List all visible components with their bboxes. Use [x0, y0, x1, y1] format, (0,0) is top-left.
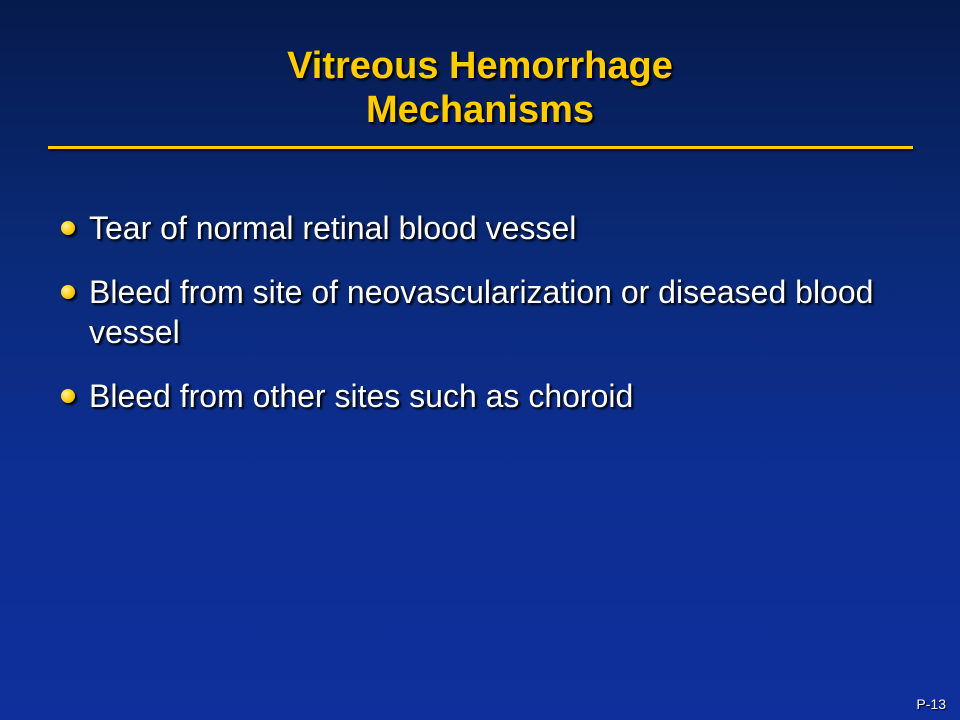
bullet-dot-icon — [61, 221, 75, 235]
bullet-item — [60, 208, 920, 248]
bullet-item — [60, 376, 920, 416]
slide-number: P-13 — [916, 696, 946, 712]
bullet-text: Bleed from site of neovascularization or diseased blood vessel — [89, 274, 874, 350]
slide-title — [0, 44, 960, 132]
bullet-dot-icon — [61, 389, 75, 403]
bullet-list — [60, 208, 920, 440]
bullet-text: Tear of normal retinal blood vessel — [89, 210, 577, 246]
slide-title-line-2: Mechanisms — [365, 89, 595, 131]
slide-title-line-1: Vitreous Hemorrhage — [287, 45, 673, 87]
bullet-item — [60, 272, 920, 352]
bullet-text: Bleed from other sites such as choroid — [89, 378, 634, 414]
bullet-dot-icon — [61, 285, 75, 299]
title-underline — [48, 146, 913, 149]
